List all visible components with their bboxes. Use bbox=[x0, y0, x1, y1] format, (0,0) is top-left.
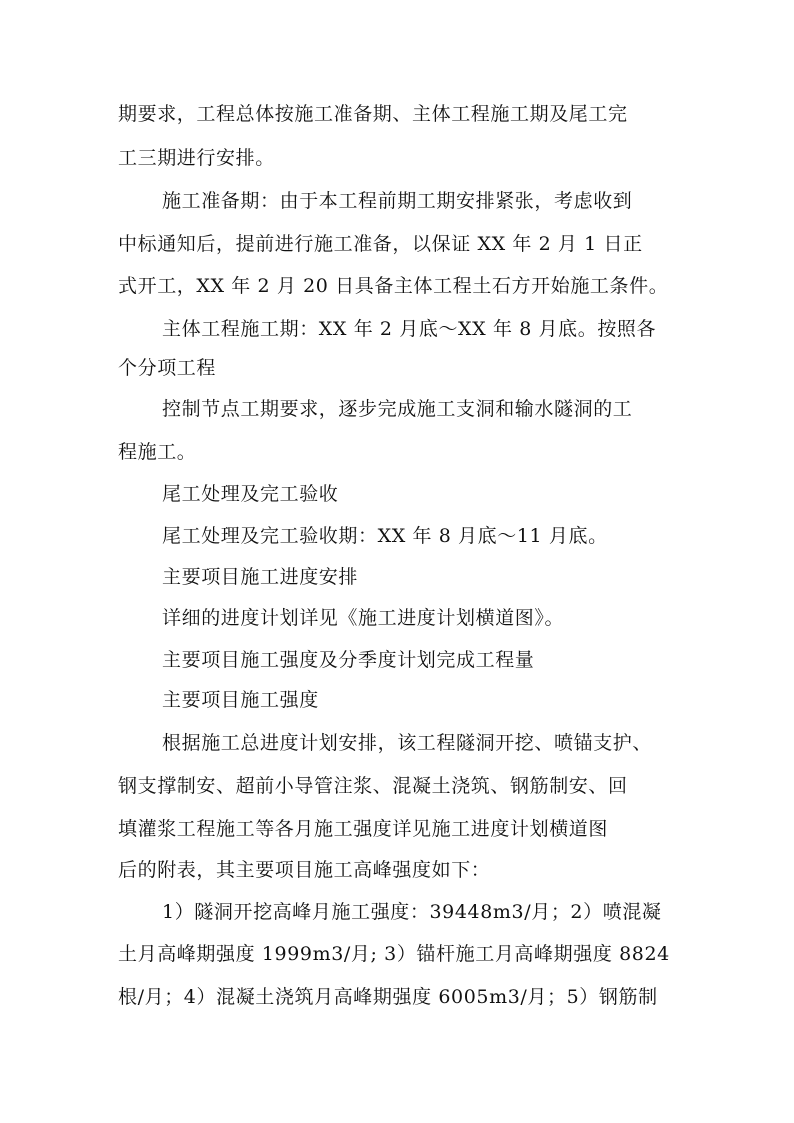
text-line: 后的附表，其主要项目施工高峰强度如下： bbox=[118, 859, 491, 881]
text-line: 施工准备期：由于本工程前期工期安排紧张，考虑收到 bbox=[162, 190, 633, 212]
text-line: 期要求，工程总体按施工准备期、主体工程施工期及尾工完 bbox=[118, 103, 628, 125]
text-line: 主要项目施工进度安排 bbox=[162, 566, 359, 588]
text-line: 填灌浆工程施工等各月施工强度详见施工进度计划横道图 bbox=[118, 818, 609, 840]
text-line: 主体工程施工期：XX 年 2 月底～XX 年 8 月底。按照各 bbox=[162, 318, 657, 340]
text-line: 个分项工程 bbox=[118, 357, 217, 379]
text-line: 程施工。 bbox=[118, 441, 197, 463]
text-line: 式开工，XX 年 2 月 20 日具备主体工程土石方开始施工条件。 bbox=[118, 275, 669, 297]
text-line: 中标通知后，提前进行施工准备，以保证 XX 年 2 月 1 日正 bbox=[118, 233, 643, 255]
text-line: 主要项目施工强度及分季度计划完成工程量 bbox=[162, 649, 535, 671]
text-line: 根/月；4）混凝土浇筑月高峰期强度 6005m3/月；5）钢筋制 bbox=[118, 986, 658, 1008]
text-line: 钢支撑制安、超前小导管注浆、混凝土浇筑、钢筋制安、回 bbox=[118, 775, 628, 797]
text-line: 1）隧洞开挖高峰月施工强度：39448m3/月；2）喷混凝 bbox=[162, 901, 662, 923]
text-line: 主要项目施工强度 bbox=[162, 689, 319, 711]
text-line: 控制节点工期要求，逐步完成施工支洞和输水隧洞的工 bbox=[162, 398, 633, 420]
text-line: 工三期进行安排。 bbox=[118, 147, 275, 169]
text-line: 详细的进度计划详见《施工进度计划横道图》。 bbox=[162, 607, 565, 629]
text-line: 土月高峰期强度 1999m3/月; 3）锚杆施工月高峰期强度 8824 bbox=[118, 943, 670, 965]
text-line: 根据施工总进度计划安排，该工程隧洞开挖、喷锚支护、 bbox=[162, 732, 653, 754]
text-line: 尾工处理及完工验收期：XX 年 8 月底～11 月底。 bbox=[162, 525, 608, 547]
text-line: 尾工处理及完工验收 bbox=[162, 483, 339, 505]
